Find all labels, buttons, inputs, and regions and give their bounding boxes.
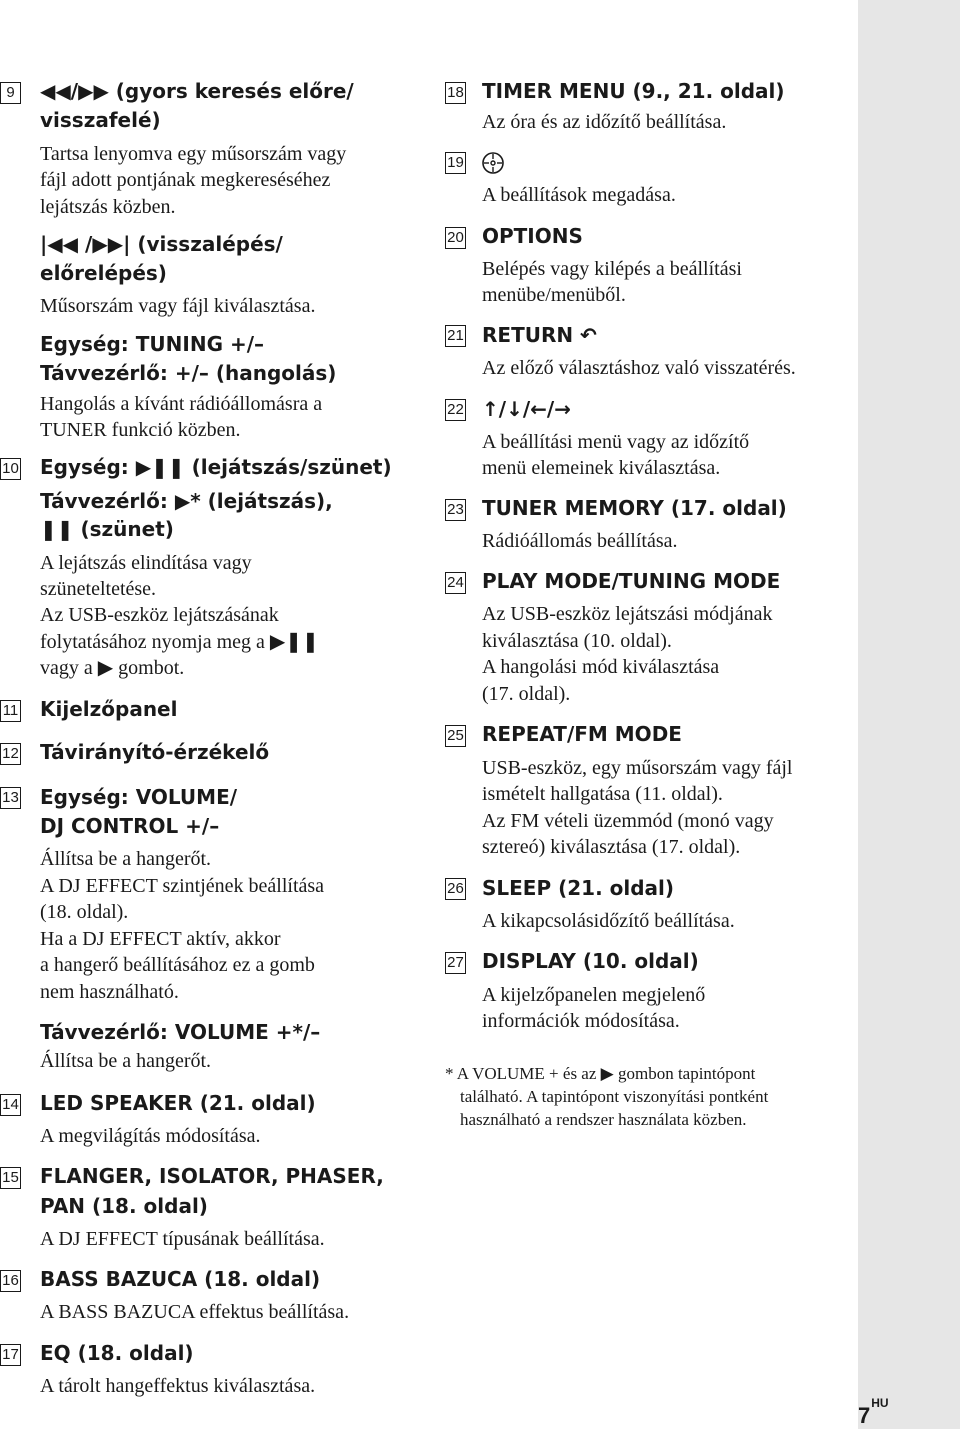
item13-text-line3: (18. oldal). — [40, 901, 129, 923]
item9-text-line3: lejátszás közben. — [40, 196, 176, 218]
item11-heading: Kijelzőpanel — [40, 697, 178, 721]
item15-heading-line1: FLANGER, ISOLATOR, PHASER, — [40, 1164, 384, 1188]
item-number-21: 21 — [445, 325, 466, 347]
item-number-14: 14 — [0, 1094, 21, 1116]
item25-text-line2: ismételt hallgatása (11. oldal). — [482, 783, 723, 805]
page-number — [858, 1395, 889, 1429]
item13-text-line1: Állítsa be a hangerőt. — [40, 848, 212, 870]
footnote-line2: található. A tapintópont viszonyítási pontként — [460, 1087, 769, 1106]
item20-text-line2: menübe/menüből. — [482, 284, 626, 306]
item18-text-line1: Az óra és az időzítő beállítása. — [482, 111, 727, 133]
item24-text-line3: A hangolási mód kiválasztása — [482, 656, 720, 678]
item10-text-line4: folytatásához nyomja meg a ▶❚❚ — [40, 631, 319, 653]
item-number-20: 20 — [445, 227, 466, 249]
item22-text-line2: menü elemeinek kiválasztása. — [482, 457, 721, 479]
item-number-24: 24 — [445, 572, 466, 594]
item21-text-line1: Az előző választáshoz való visszatérés. — [482, 357, 796, 379]
item-number-19: 19 — [445, 152, 466, 174]
item23-heading: TUNER MEMORY (17. oldal) — [482, 496, 787, 520]
item24-text-line2: kiválasztása (10. oldal). — [482, 630, 672, 652]
item9-heading-line5: Egység: TUNING +/– — [40, 332, 265, 356]
item15-heading-line2: PAN (18. oldal) — [40, 1194, 208, 1218]
item10-heading-line3: ❚❚ (szünet) — [40, 517, 174, 541]
item-number-23: 23 — [445, 499, 466, 521]
item10-text-line5: vagy a ▶ gombot. — [40, 657, 185, 679]
item15-text-line1: A DJ EFFECT típusának beállítása. — [40, 1228, 325, 1250]
item20-text-line1: Belépés vagy kilépés a beállítási — [482, 258, 742, 280]
item-number-10: 10 — [0, 458, 21, 480]
item21-heading: RETURN ↶ — [482, 323, 597, 347]
item22-heading: ↑/↓/←/→ — [482, 397, 571, 421]
item-number-9: 9 — [0, 82, 21, 104]
item9-text-line4: Műsorszám vagy fájl kiválasztása. — [40, 295, 316, 317]
item-number-12: 12 — [0, 743, 21, 765]
item9-text-line2: fájl adott pontjának megkereséséhez — [40, 169, 331, 191]
item26-text-line1: A kikapcsolásidőzítő beállítása. — [482, 910, 735, 932]
item24-text-line4: (17. oldal). — [482, 683, 571, 705]
item24-heading: PLAY MODE/TUNING MODE — [482, 569, 781, 593]
item25-heading: REPEAT/FM MODE — [482, 722, 682, 746]
item13-text-line5: a hangerő beállításához ez a gomb — [40, 954, 315, 976]
item14-heading: LED SPEAKER (21. oldal) — [40, 1091, 316, 1115]
footnote-line1: * A VOLUME + és az ▶ gombon tapintópont — [445, 1064, 756, 1083]
item17-text-line1: A tárolt hangeffektus kiválasztása. — [40, 1375, 316, 1397]
item26-heading: SLEEP (21. oldal) — [482, 876, 675, 900]
item16-text-line1: A BASS BAZUCA effektus beállítása. — [40, 1301, 350, 1323]
item9-heading-line2: visszafelé) — [40, 108, 161, 132]
page-side-tab — [858, 0, 960, 1429]
item10-heading-line1: Egység: ▶❚❚ (lejátszás/szünet) — [40, 455, 392, 479]
item25-text-line3: Az FM vételi üzemmód (monó vagy — [482, 810, 774, 832]
item23-text-line1: Rádióállomás beállítása. — [482, 530, 678, 552]
item13-heading-line3: Távvezérlő: VOLUME +*/– — [40, 1020, 321, 1044]
item9-text-line5: Hangolás a kívánt rádióállomásra a — [40, 393, 323, 415]
item14-text-line1: A megvilágítás módosítása. — [40, 1125, 261, 1147]
item-number-13: 13 — [0, 787, 21, 809]
page-number-value: 7 — [858, 1403, 871, 1428]
item25-text-line1: USB-eszköz, egy műsorszám vagy fájl — [482, 757, 793, 779]
item20-heading: OPTIONS — [482, 224, 583, 248]
item13-text-line4: Ha a DJ EFFECT aktív, akkor — [40, 928, 281, 950]
item10-text-line3: Az USB-eszköz lejátszásának — [40, 604, 279, 626]
item18-heading: TIMER MENU (9., 21. oldal) — [482, 79, 785, 103]
item-number-25: 25 — [445, 725, 466, 747]
page-language-code: HU — [871, 1395, 889, 1410]
footnote-line3: használható a rendszer használata közben. — [460, 1110, 747, 1129]
item27-heading: DISPLAY (10. oldal) — [482, 949, 699, 973]
item-number-17: 17 — [0, 1344, 21, 1366]
item17-heading: EQ (18. oldal) — [40, 1341, 194, 1365]
item-number-27: 27 — [445, 952, 466, 974]
item9-heading-line4: előrelépés) — [40, 261, 167, 285]
item-number-22: 22 — [445, 399, 466, 421]
item13-heading-line2: DJ CONTROL +/– — [40, 814, 220, 838]
item-number-16: 16 — [0, 1270, 21, 1292]
item16-heading: BASS BAZUCA (18. oldal) — [40, 1267, 321, 1291]
item10-heading-line2: Távvezérlő: ▶* (lejátszás), — [40, 489, 333, 513]
item12-heading: Távirányító-érzékelő — [40, 740, 270, 764]
item9-text-line1: Tartsa lenyomva egy műsorszám vagy — [40, 143, 347, 165]
item19-text-line1: A beállítások megadása. — [482, 184, 676, 206]
item13-text-line6: nem használható. — [40, 981, 179, 1003]
item9-heading-line1: ◀◀/▶▶ (gyors keresés előre/ — [40, 79, 354, 103]
item9-heading-line6: Távvezérlő: +/– (hangolás) — [40, 361, 337, 385]
enter-circle-icon — [481, 151, 505, 175]
item13-text-line7: Állítsa be a hangerőt. — [40, 1050, 212, 1072]
item-number-15: 15 — [0, 1167, 21, 1189]
item25-text-line4: sztereó) kiválasztása (17. oldal). — [482, 836, 741, 858]
item13-text-line2: A DJ EFFECT szintjének beállítása — [40, 875, 325, 897]
item-number-18: 18 — [445, 82, 466, 104]
item9-heading-line3: |◀◀ /▶▶| (visszalépés/ — [40, 232, 283, 256]
item27-text-line1: A kijelzőpanelen megjelenő — [482, 984, 706, 1006]
item10-text-line2: szüneteltetése. — [40, 578, 157, 600]
item27-text-line2: információk módosítása. — [482, 1010, 680, 1032]
item-number-11: 11 — [0, 700, 21, 722]
item13-heading-line1: Egység: VOLUME/ — [40, 785, 238, 809]
item10-text-line1: A lejátszás elindítása vagy — [40, 552, 252, 574]
item24-text-line1: Az USB-eszköz lejátszási módjának — [482, 603, 773, 625]
item22-text-line1: A beállítási menü vagy az időzítő — [482, 431, 750, 453]
item9-text-line6: TUNER funkció közben. — [40, 419, 241, 441]
item-number-26: 26 — [445, 878, 466, 900]
